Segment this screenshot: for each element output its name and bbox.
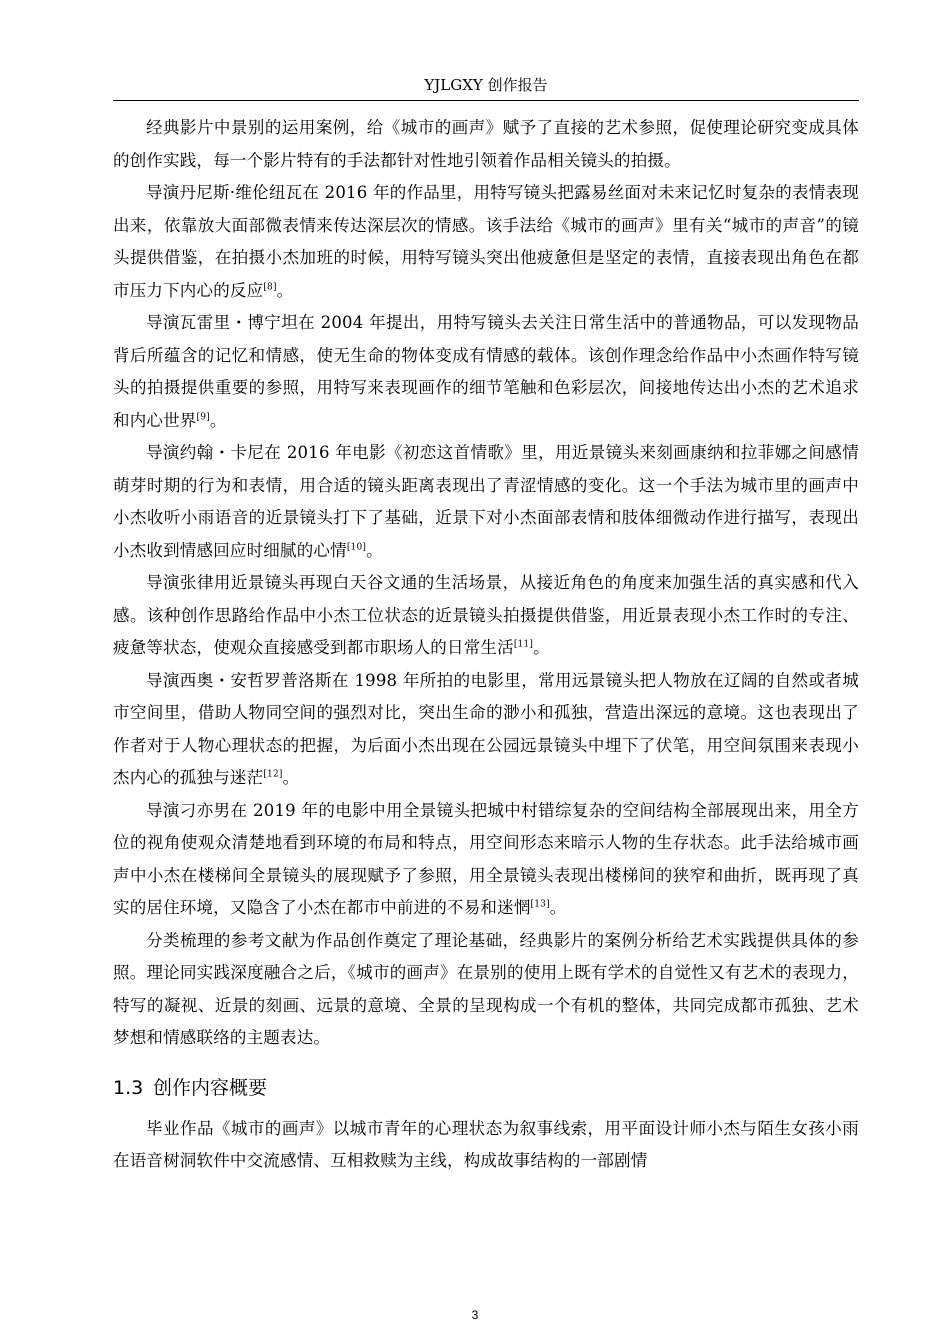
paragraph-text: 导演丹尼斯·维伦纽瓦在 2016 年的作品里，用特写镜头把露易丝面对未来记忆时复杂的表情表现出来，依靠放大面部微表情来传达深层次的情感。该手法给《城市的画声》里有关“城市的声音”的镜头提供借鉴，在拍摄小杰加班的时候，用特写镜头突出他疲惫但是坚定的表情，直接表现出角色在都市压力下内心的反应 xyxy=(113,183,859,300)
paragraph xyxy=(113,795,859,925)
page-number: 3 xyxy=(471,1308,479,1322)
paragraph-tail: 。 xyxy=(276,280,294,300)
paragraph xyxy=(113,567,859,665)
citation-ref: [12] xyxy=(263,769,283,780)
paragraph-tail: 。 xyxy=(549,898,567,917)
paragraph-text: 导演约翰・卡尼在 2016 年电影《初恋这首情歌》里，用近景镜头来刻画康纳和拉菲娜之间感情萌芽时期的行为和表情，用合适的镜头距离表现出了青涩情感的变化。这一个手法为城市里的画声中小杰收听小雨语音的近景镜头打下了基础，近景下对小杰面部表情和肢体细微动作进行描写，表现出小杰收到情感回应时细腻的心情 xyxy=(113,443,859,560)
paragraph-text: 毕业作品《城市的画声》以城市青年的心理状态为叙事线索，用平面设计师小杰与陌生女孩小雨在语音树洞软件中交流感情、互相救赎为主线，构成故事结构的一部剧情 xyxy=(113,1118,859,1170)
paragraph xyxy=(113,437,859,567)
running-header: YJLGXY 创作报告 xyxy=(424,76,548,94)
paragraph-text: 导演张律用近景镜头再现白天谷文通的生活场景，从接近角色的角度来加强生活的真实感和代入感。该种创作思路给作品中小杰工位状态的近景镜头拍摄提供借鉴，用近景表现小杰工作时的专注、疲惫等状态，使观众直接感受到都市职场人的日常生活 xyxy=(113,573,859,657)
paragraph-text: 导演瓦雷里・博宁坦在 2004 年提出，用特写镜头去关注日常生活中的普通物品，可以发现物品背后所蕴含的记忆和情感，使无生命的物体变成有情感的载体。该创作理念给作品中小杰画作特写镜头的拍摄提供重要的参照，用特写来表现画作的细节笔触和色彩层次，间接地传达出小杰的艺术追求和内心世界 xyxy=(113,313,859,430)
paragraph xyxy=(113,112,859,177)
citation-ref: [13] xyxy=(530,899,550,910)
paragraph xyxy=(113,665,859,795)
paragraph-tail: 。 xyxy=(209,410,227,430)
paragraph-text: 经典影片中景别的运用案例，给《城市的画声》赋予了直接的艺术参照，促使理论研究变成具体的创作实践，每一个影片特有的手法都针对性地引领着作品相关镜头的拍摄。 xyxy=(113,118,859,170)
paragraph-text: 导演刁亦男在 2019 年的电影中用全景镜头把城中村错综复杂的空间结构全部展现出来，用全方位的视角使观众清楚地看到环境的布局和特点，用空间形态来暗示人物的生存状态。此手法给城市画声中小杰在楼梯间全景镜头的展现赋予了参照，用全景镜头表现出楼梯间的狭窄和曲折，既再现了真实的居住环境，又隐含了小杰在都市中前进的不易和迷惘 xyxy=(113,800,859,917)
paragraph-text: 导演西奥・安哲罗普洛斯在 1998 年所拍的电影里，常用远景镜头把人物放在辽阔的自然或者城市空间里，借助人物同空间的强烈对比，突出生命的渺小和孤独，营造出深远的意境。这也表现出了作者对于人物心理状态的把握，为后面小杰出现在公园远景镜头中埋下了伏笔，用空间氛围来表现小杰内心的孤独与迷茫 xyxy=(113,670,859,787)
section-heading xyxy=(113,1073,859,1103)
paragraph xyxy=(113,1113,859,1178)
body-content xyxy=(113,112,859,1178)
citation-ref: [11] xyxy=(513,639,534,650)
section-title: 创作内容概要 xyxy=(153,1076,268,1099)
citation-ref: [8] xyxy=(263,282,277,292)
paragraph xyxy=(113,925,859,1055)
section-number: 1.3 xyxy=(113,1076,144,1099)
header-rule xyxy=(113,100,859,101)
paragraph xyxy=(113,307,859,437)
paragraph xyxy=(113,177,859,307)
paragraph-tail: 。 xyxy=(282,768,300,787)
paragraph-tail: 。 xyxy=(366,540,383,560)
citation-ref: [9] xyxy=(196,412,210,422)
paragraph-tail: 。 xyxy=(533,638,550,657)
paragraph-text: 分类梳理的参考文献为作品创作奠定了理论基础，经典影片的案例分析给艺术实践提供具体的参照。理论同实践深度融合之后，《城市的画声》在景别的使用上既有学术的自觉性又有艺术的表现力，特写的凝视、近景的刻画、远景的意境、全景的呈现构成一个有机的整体，共同完成都市孤独、艺术梦想和情感联络的主题表达。 xyxy=(113,930,859,1047)
citation-ref: [10] xyxy=(346,542,367,552)
